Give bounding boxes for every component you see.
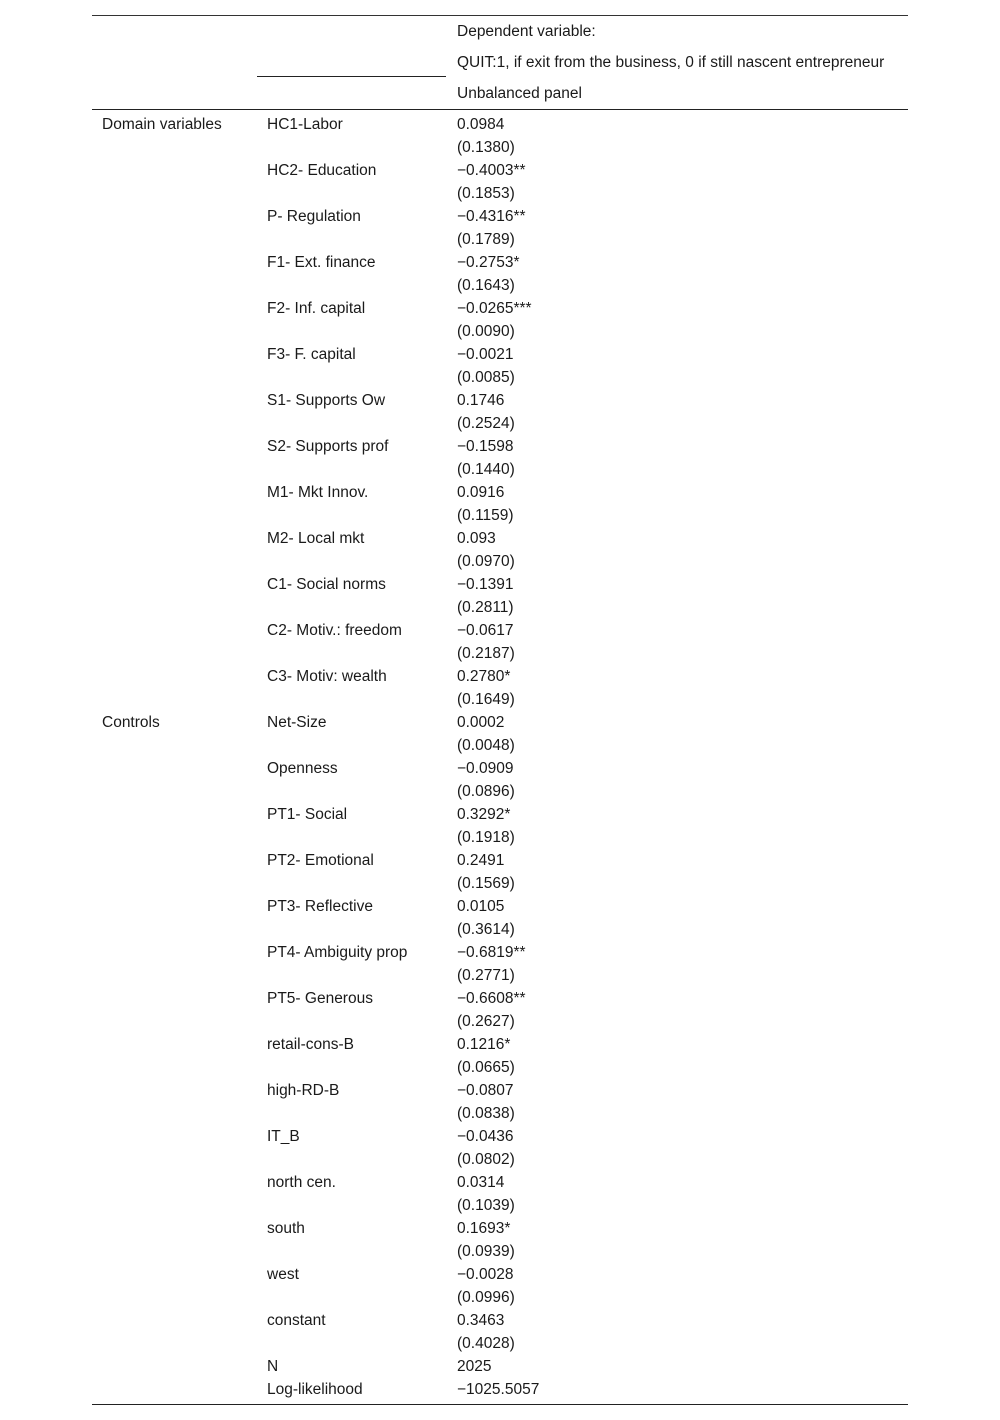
- empty-cell: [92, 872, 257, 895]
- footer-row: [92, 1378, 908, 1401]
- table-row: [92, 435, 908, 458]
- group-label: [92, 895, 257, 918]
- variable-name: PT5- Generous: [267, 990, 373, 1007]
- group-label: [92, 527, 257, 550]
- footer-label: N: [267, 1358, 279, 1375]
- table-bottom-rule: [92, 1404, 908, 1405]
- coefficient-value: 0.3292*: [457, 806, 511, 823]
- group-label: [92, 803, 257, 826]
- coefficient-value: 0.2780*: [457, 668, 511, 685]
- empty-cell: [257, 596, 457, 619]
- coefficient-value: 0.1216*: [457, 1036, 511, 1053]
- group-label: [92, 757, 257, 780]
- empty-cell: [92, 182, 257, 205]
- table-row: [92, 941, 908, 964]
- standard-error-value: (0.1649): [457, 691, 515, 708]
- empty-cell: [257, 688, 457, 711]
- empty-cell: [257, 964, 457, 987]
- group-label: [92, 435, 257, 458]
- variable-name: north cen.: [267, 1174, 336, 1191]
- empty-cell: [257, 550, 457, 573]
- table-row-se: [92, 136, 908, 159]
- footer-label: Log-likelihood: [267, 1381, 363, 1398]
- group-label: [92, 205, 257, 228]
- empty-cell: [92, 504, 257, 527]
- group-label: [92, 1217, 257, 1240]
- empty-cell: [257, 1056, 457, 1079]
- table-row-se: [92, 688, 908, 711]
- table-row-se: [92, 1194, 908, 1217]
- group-label: [92, 251, 257, 274]
- empty-cell: [257, 182, 457, 205]
- empty-cell: [257, 1010, 457, 1033]
- coefficient-value: 0.1693*: [457, 1220, 511, 1237]
- coefficient-value: 0.3463: [457, 1312, 505, 1329]
- standard-error-value: (0.1159): [457, 507, 514, 524]
- empty-cell: [257, 1194, 457, 1217]
- table-row: [92, 389, 908, 412]
- empty-cell: [92, 228, 257, 251]
- table-row-se: [92, 412, 908, 435]
- standard-error-value: (0.1440): [457, 461, 515, 478]
- group-label: [92, 665, 257, 688]
- table-row: [92, 803, 908, 826]
- coefficient-value: 0.093: [457, 530, 496, 547]
- coefficient-value: −0.2753*: [457, 254, 520, 271]
- coefficient-value: −0.4003**: [457, 162, 526, 179]
- coefficient-value: −0.6608**: [457, 990, 526, 1007]
- empty-cell: [92, 642, 257, 665]
- table-row: [92, 619, 908, 642]
- table-row-se: [92, 1102, 908, 1125]
- group-label: [92, 1171, 257, 1194]
- table-row-se: [92, 1286, 908, 1309]
- standard-error-value: (0.2627): [457, 1013, 515, 1030]
- coefficient-value: 0.0002: [457, 714, 505, 731]
- empty-cell: [257, 1286, 457, 1309]
- empty-cell: [257, 228, 457, 251]
- group-label: [92, 343, 257, 366]
- empty-cell: [257, 458, 457, 481]
- header-partial-rule: [257, 76, 446, 77]
- variable-name: S1- Supports Ow: [267, 392, 386, 409]
- empty-cell: [92, 688, 257, 711]
- table-row-se: [92, 1240, 908, 1263]
- table-row: [92, 1309, 908, 1332]
- table-row-se: [92, 504, 908, 527]
- group-label: [92, 1309, 257, 1332]
- table-row: [92, 1033, 908, 1056]
- empty-cell: [92, 964, 257, 987]
- empty-cell: [257, 320, 457, 343]
- coefficient-value: −0.4316**: [457, 208, 526, 225]
- standard-error-value: (0.1789): [457, 231, 515, 248]
- group-label: [92, 573, 257, 596]
- variable-name: west: [267, 1266, 299, 1283]
- empty-cell: [92, 734, 257, 757]
- empty-cell: [92, 1148, 257, 1171]
- empty-cell: [257, 918, 457, 941]
- group-label: [92, 987, 257, 1010]
- footer-row: [92, 1355, 908, 1378]
- variable-name: F2- Inf. capital: [267, 300, 366, 317]
- table-row-se: [92, 366, 908, 389]
- empty-cell: [257, 412, 457, 435]
- empty-cell: [92, 780, 257, 803]
- standard-error-value: (0.0838): [457, 1105, 515, 1122]
- header-bottom-rule: [92, 109, 908, 110]
- group-label: [92, 849, 257, 872]
- standard-error-value: (0.2187): [457, 645, 515, 662]
- header-quit-definition: QUIT:1, if exit from the business, 0 if still nascent entrepreneur: [457, 54, 885, 71]
- table-row: [92, 895, 908, 918]
- empty-cell: [257, 274, 457, 297]
- table-row-se: [92, 320, 908, 343]
- table-row: [92, 251, 908, 274]
- table-row-se: [92, 550, 908, 573]
- empty-cell: [257, 780, 457, 803]
- empty-cell: [92, 1194, 257, 1217]
- standard-error-value: (0.1853): [457, 185, 515, 202]
- variable-name: IT_B: [267, 1128, 300, 1145]
- variable-name: C1- Social norms: [267, 576, 386, 593]
- variable-name: south: [267, 1220, 305, 1237]
- variable-name: PT3- Reflective: [267, 898, 373, 915]
- standard-error-value: (0.0048): [457, 737, 515, 754]
- table-row-se: [92, 872, 908, 895]
- coefficient-value: −0.0617: [457, 622, 514, 639]
- empty-cell: [257, 1240, 457, 1263]
- coefficient-value: −0.1391: [457, 576, 514, 593]
- table-row-se: [92, 642, 908, 665]
- table-row: [92, 1125, 908, 1148]
- table-row-se: [92, 596, 908, 619]
- table-row: [92, 113, 908, 136]
- standard-error-value: (0.3614): [457, 921, 515, 938]
- table-top-rule: [92, 15, 908, 16]
- coefficient-value: −0.0807: [457, 1082, 514, 1099]
- table-row-se: [92, 780, 908, 803]
- empty-cell: [92, 366, 257, 389]
- table-row-se: [92, 274, 908, 297]
- table-row-se: [92, 182, 908, 205]
- standard-error-value: (0.0085): [457, 369, 515, 386]
- standard-error-value: (0.1380): [457, 139, 515, 156]
- coefficient-value: −0.0021: [457, 346, 514, 363]
- empty-cell: [257, 642, 457, 665]
- empty-cell: [92, 274, 257, 297]
- table-row: [92, 573, 908, 596]
- table-row: [92, 481, 908, 504]
- coefficient-value: −0.0909: [457, 760, 514, 777]
- standard-error-value: (0.0665): [457, 1059, 515, 1076]
- group-label: [92, 619, 257, 642]
- standard-error-value: (0.2524): [457, 415, 515, 432]
- variable-name: PT2- Emotional: [267, 852, 374, 869]
- coefficient-value: 0.0916: [457, 484, 505, 501]
- group-label: [92, 481, 257, 504]
- group-label: [92, 941, 257, 964]
- table-row: [92, 1263, 908, 1286]
- table-row-se: [92, 826, 908, 849]
- variable-name: constant: [267, 1312, 326, 1329]
- standard-error-value: (0.0802): [457, 1151, 515, 1168]
- variable-name: PT1- Social: [267, 806, 348, 823]
- table-row-se: [92, 1332, 908, 1355]
- footer-value: −1025.5057: [457, 1381, 540, 1398]
- empty-cell: [257, 826, 457, 849]
- variable-name: high-RD-B: [267, 1082, 340, 1099]
- standard-error-value: (0.1918): [457, 829, 515, 846]
- variable-name: C3- Motiv: wealth: [267, 668, 387, 685]
- empty-cell: [92, 1355, 257, 1378]
- coefficient-value: −0.6819**: [457, 944, 526, 961]
- empty-cell: [92, 458, 257, 481]
- standard-error-value: (0.1569): [457, 875, 515, 892]
- variable-name: HC2- Education: [267, 162, 377, 179]
- empty-cell: [92, 1010, 257, 1033]
- group-label: [92, 159, 257, 182]
- empty-cell: [92, 412, 257, 435]
- table-row-se: [92, 1056, 908, 1079]
- empty-cell: [257, 1148, 457, 1171]
- empty-cell: [92, 918, 257, 941]
- table-row: [92, 527, 908, 550]
- group-label: Domain variables: [102, 116, 222, 133]
- variable-name: F1- Ext. finance: [267, 254, 376, 271]
- group-label: [92, 1125, 257, 1148]
- standard-error-value: (0.0896): [457, 783, 515, 800]
- variable-name: P- Regulation: [267, 208, 361, 225]
- variable-name: S2- Supports prof: [267, 438, 389, 455]
- empty-cell: [257, 136, 457, 159]
- coefficient-value: −0.0265***: [457, 300, 532, 317]
- standard-error-value: (0.0090): [457, 323, 515, 340]
- variable-name: PT4- Ambiguity prop: [267, 944, 408, 961]
- footer-value: 2025: [457, 1358, 492, 1375]
- coefficient-value: 0.2491: [457, 852, 505, 869]
- empty-cell: [92, 596, 257, 619]
- empty-cell: [92, 1332, 257, 1355]
- table-row-se: [92, 734, 908, 757]
- standard-error-value: (0.0996): [457, 1289, 515, 1306]
- header-panel-type: Unbalanced panel: [457, 85, 582, 102]
- variable-name: C2- Motiv.: freedom: [267, 622, 402, 639]
- table-row: [92, 297, 908, 320]
- coefficient-value: 0.0105: [457, 898, 505, 915]
- empty-cell: [257, 366, 457, 389]
- standard-error-value: (0.2811): [457, 599, 514, 616]
- table-row: [92, 205, 908, 228]
- group-label: [92, 1033, 257, 1056]
- empty-cell: [92, 1056, 257, 1079]
- table-row: [92, 1171, 908, 1194]
- variable-name: M2- Local mkt: [267, 530, 365, 547]
- standard-error-value: (0.1039): [457, 1197, 515, 1214]
- table-row-se: [92, 458, 908, 481]
- standard-error-value: (0.2771): [457, 967, 515, 984]
- empty-cell: [92, 826, 257, 849]
- standard-error-value: (0.4028): [457, 1335, 515, 1352]
- coefficient-value: 0.0314: [457, 1174, 505, 1191]
- empty-cell: [257, 734, 457, 757]
- table-row: [92, 757, 908, 780]
- coefficient-value: −0.1598: [457, 438, 514, 455]
- empty-cell: [257, 872, 457, 895]
- variable-name: Net-Size: [267, 714, 327, 731]
- group-label: [92, 1263, 257, 1286]
- table-row: [92, 711, 908, 734]
- table-body: [92, 113, 908, 1401]
- empty-cell: [92, 136, 257, 159]
- group-label: [92, 297, 257, 320]
- coefficient-value: −0.0028: [457, 1266, 514, 1283]
- group-label: Controls: [102, 714, 160, 731]
- table-row: [92, 987, 908, 1010]
- table-row: [92, 665, 908, 688]
- empty-cell: [257, 1332, 457, 1355]
- table-row: [92, 159, 908, 182]
- table-row-se: [92, 918, 908, 941]
- coefficient-value: −0.0436: [457, 1128, 514, 1145]
- variable-name: Openness: [267, 760, 338, 777]
- table-row-se: [92, 1148, 908, 1171]
- table-row: [92, 1217, 908, 1240]
- empty-cell: [92, 1240, 257, 1263]
- variable-name: retail-cons-B: [267, 1036, 354, 1053]
- empty-cell: [257, 504, 457, 527]
- empty-cell: [92, 550, 257, 573]
- table-row: [92, 343, 908, 366]
- variable-name: F3- F. capital: [267, 346, 356, 363]
- empty-cell: [92, 1286, 257, 1309]
- variable-name: HC1-Labor: [267, 116, 343, 133]
- coefficient-value: 0.0984: [457, 116, 505, 133]
- group-label: [92, 1079, 257, 1102]
- empty-cell: [257, 1102, 457, 1125]
- header-dependent-variable: Dependent variable:: [457, 23, 596, 40]
- empty-cell: [92, 320, 257, 343]
- empty-cell: [92, 1378, 257, 1401]
- standard-error-value: (0.0939): [457, 1243, 515, 1260]
- coefficient-value: 0.1746: [457, 392, 505, 409]
- standard-error-value: (0.1643): [457, 277, 515, 294]
- table-row-se: [92, 228, 908, 251]
- variable-name: M1- Mkt Innov.: [267, 484, 369, 501]
- group-label: [92, 389, 257, 412]
- table-row: [92, 849, 908, 872]
- standard-error-value: (0.0970): [457, 553, 515, 570]
- empty-cell: [92, 1102, 257, 1125]
- table-row-se: [92, 1010, 908, 1033]
- table-row: [92, 1079, 908, 1102]
- table-row-se: [92, 964, 908, 987]
